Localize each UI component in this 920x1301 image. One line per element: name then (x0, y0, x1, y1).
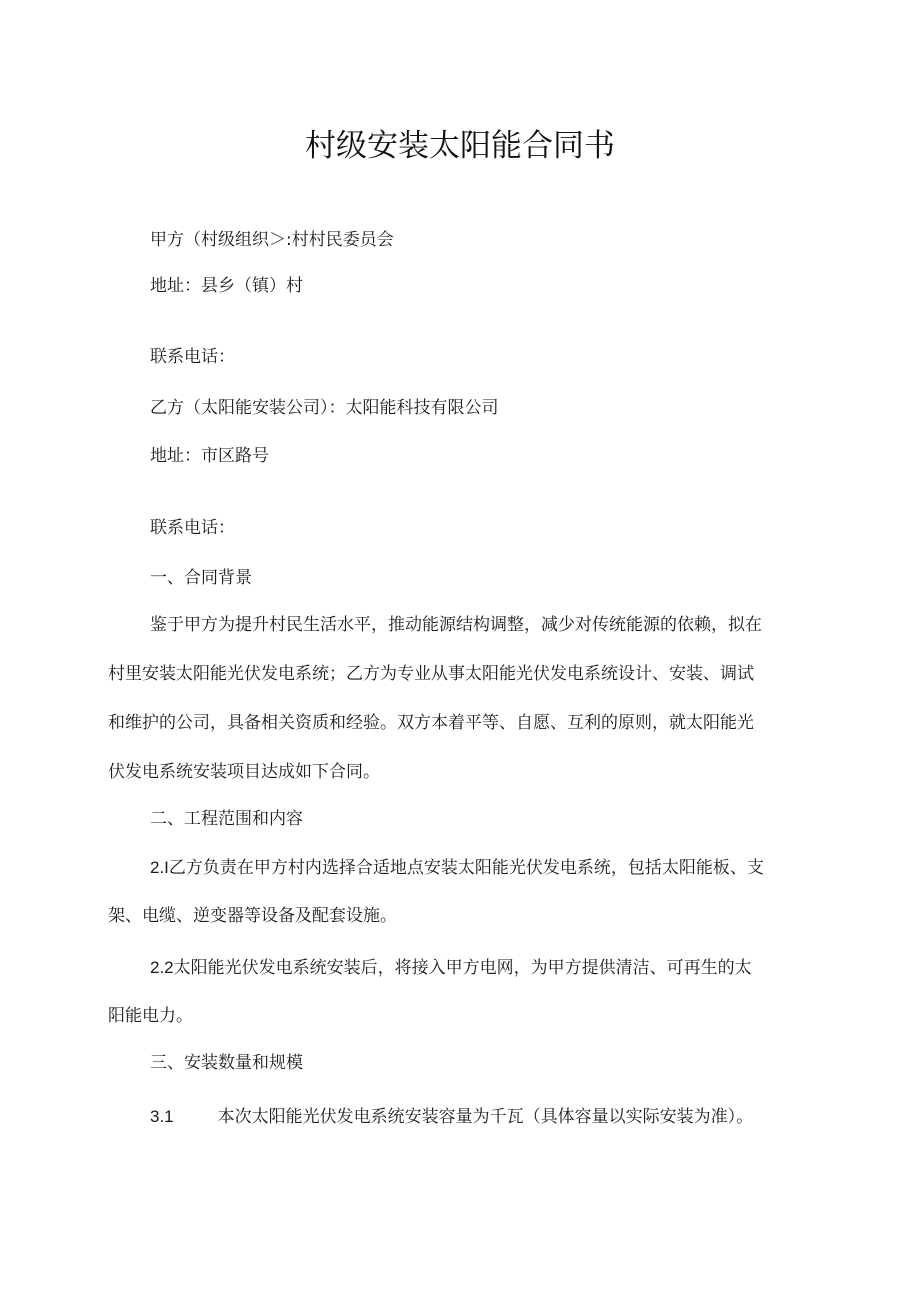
clause-row: 架、电缆、逆变器等设备及配套设施。 (108, 906, 397, 926)
section-1-heading: 一、合同背景 (150, 568, 252, 588)
party-b-phone: 联系电话： (150, 518, 235, 538)
paragraph-row: 村里安装太阳能光伏发电系统；乙方为专业从事太阳能光伏发电系统设计、安装、调试 (108, 664, 754, 684)
paragraph-row: 鉴于甲方为提升村民生活水平，推动能源结构调整，减少对传统能源的依赖，拟在 (150, 615, 762, 635)
section-1-paragraph (108, 601, 816, 797)
paragraph-row: 和维护的公司，具备相关资质和经验。双方本着平等、自愿、互利的原则，就太阳能光 (108, 713, 754, 733)
clause-3-1 (108, 1092, 816, 1141)
clause-row (108, 943, 816, 992)
section-3-heading: 三、安装数量和规模 (150, 1053, 303, 1073)
clause-text: 太阳能光伏发电系统安装后，将接入甲方电网，为甲方提供清洁、可再生的太 (173, 958, 752, 978)
party-a-phone: 联系电话： (150, 347, 235, 367)
party-b-line: 乙方（太阳能安装公司）：太阳能科技有限公司 (150, 398, 499, 418)
party-a-line: 甲方（村级组织＞:村村民委员会 (150, 230, 394, 250)
clause-2-2 (108, 943, 816, 1041)
clause-text: 乙方负责在甲方村内选择合适地点安装太阳能光伏发电系统，包括太阳能板、支 (168, 858, 764, 878)
clause-row (108, 843, 816, 892)
party-a-address: 地址：县乡（镇）村 (150, 276, 303, 296)
clause-row: 阳能电力。 (108, 1006, 193, 1026)
document-title: 村级安装太阳能合同书 (305, 128, 615, 164)
clause-number: 2.2 (150, 958, 174, 977)
clause-number: 3.1 (150, 1107, 174, 1126)
paragraph-row: 伏发电系统安装项目达成如下合同。 (108, 762, 380, 782)
clause-row (108, 1092, 816, 1141)
clause-text: 本次太阳能光伏发电系统安装容量为千瓦（具体容量以实际安装为准）。 (217, 1107, 754, 1127)
clause-2-1 (108, 843, 816, 941)
section-2-heading: 二、工程范围和内容 (150, 809, 303, 829)
party-b-address: 地址：市区路号 (150, 446, 269, 466)
clause-number: 2.I (150, 858, 169, 877)
